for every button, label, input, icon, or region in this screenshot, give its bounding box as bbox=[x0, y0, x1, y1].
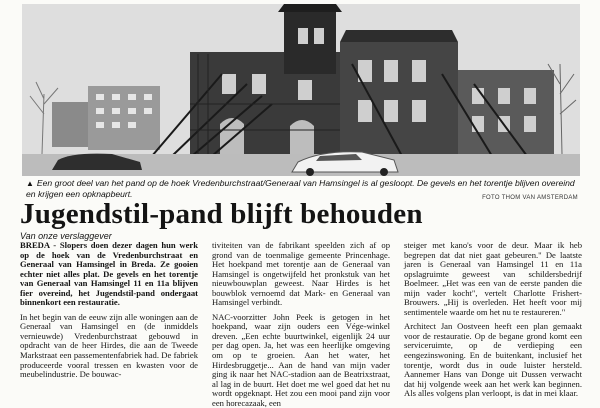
article-byline: Van onze verslaggever bbox=[20, 231, 112, 241]
article-paragraph: tiviteiten van de fabrikant speelden zich af op grond van de toenmalige gemeente Princenhage. Het hoekpand met torentje aan de Generaal van Hamsingel is ongetwijfeld het pronkstuk van het nieuwbouwplan geweest. Naar Hirdes is het bouwblok vernoemd dat Mark- en Generaal van Hamsingel verbindt. bbox=[212, 240, 390, 308]
article-paragraph: In het begin van de eeuw zijn alle woningen aan de Generaal van Hamsingel en (de inmiddels vernieuwde) Vredenburchstraat gebouwd in opdracht van de heer Hirdes, die aan de Tweede Markstraat een passementenfabriek had. De fabriek produceerde vooral tressen en kwasten voor de meubelindustrie. De bouwac- bbox=[20, 311, 198, 380]
article-column-3 bbox=[404, 240, 582, 399]
photo-credit: FOTO THOM VAN AMSTERDAM bbox=[482, 195, 578, 201]
caption-text: Een groot deel van het pand op de hoek Vredenburchstraat/Generaal van Hamsingel is al gesloopt. De gevels en het torentje blijven overeind en krijgen een opknapbeurt. bbox=[26, 178, 575, 199]
article-paragraph: NAC-voorzitter John Peek is getogen in het hoekpand, waar zijn ouders een Vége-winkel dreven. „Een echte buurtwinkel, eigenlijk 24 uur per dag open. Ja, het was een heerlijke omgeving om op te groeien. Aan het water, het Hirdesbruggetje... Aan de hand van mijn vader ging ik naar het NAC-stadion aan de Beatrixstraat, al lag in de buurt. Het doet me wel goed dat het nu wordt opgeknapt. Het zou een mooi pand zijn voor een horecazaak, een bbox=[212, 311, 390, 408]
article-column-2 bbox=[212, 240, 390, 408]
caption-marker-icon: ▲ bbox=[26, 179, 34, 188]
article-headline: Jugendstil-pand blijft behouden bbox=[20, 198, 423, 230]
article-paragraph: steiger met kano's voor de deur. Maar ik heb begrepen dat dat niet gaat gebeuren." De laatste jaren is Generaal van Hamsingel 11 en 11a opslagruimte geweest van schildersbedrijf Boelmeer. „Het was een van de eerste panden die mijn vader kocht", vertelt Charlotte Frishert-Brouwers. „Hij is overleden. Het heeft voor mij sentimentele waarde om het nu te restaureren." bbox=[404, 240, 582, 317]
news-photo bbox=[22, 4, 580, 176]
article-column-1 bbox=[20, 241, 198, 396]
article-paragraph: Architect Jan Oostveen heeft een plan gemaakt voor de restauratie. Op de begane grond komt een serviceruimte, op de verdieping een eengezinswoning. En de buitenkant, inclusief het torentje, wordt dus in oude luister hersteld. Aannemer Hans van Donge uit Dussen verwacht dat hij volgende week aan het werk kan beginnen. Als alles volgens plan verloopt, is dat in mei klaar. bbox=[404, 321, 582, 399]
article-paragraph: BREDA - Slopers doen dezer dagen hun werk op de hoek van de Vredenburchstraat en Generaal van Hamsingel in Breda. Ze gooien echter niet alles plat. De gevels en het torentje van Generaal van Hamsingel 11 en 11a blijven fier overeind, het Jugendstil-pand ondergaat binnenkort een restauratie. bbox=[20, 240, 198, 308]
